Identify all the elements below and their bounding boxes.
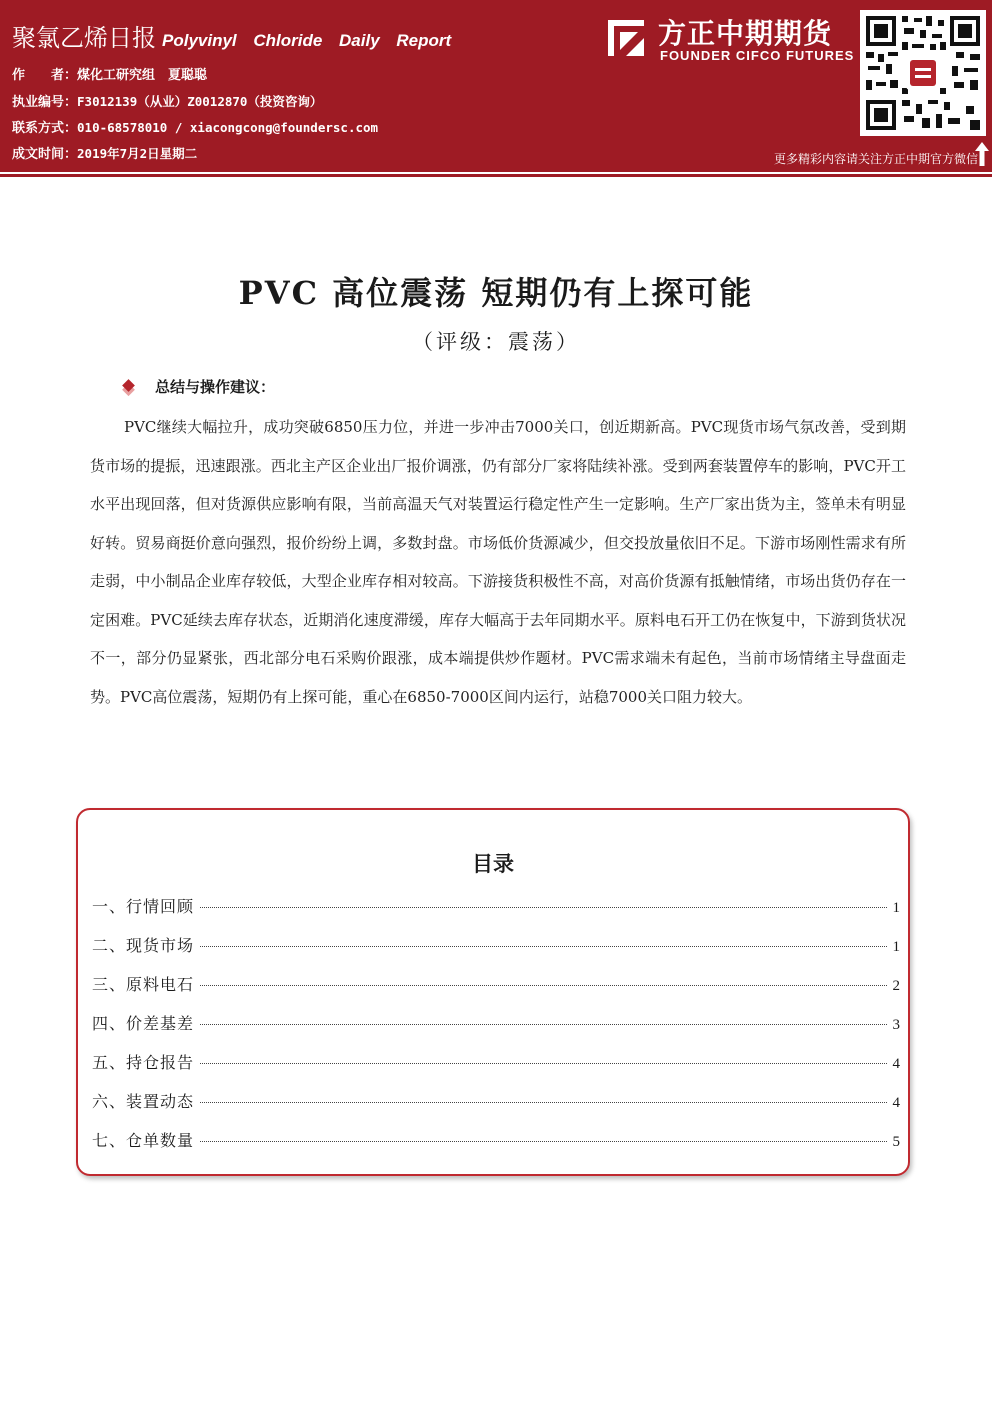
report-title [12,18,451,53]
toc-item[interactable]: 六、装置动态 4 [92,1092,900,1111]
toc-list [92,894,906,1167]
header-divider [0,174,992,177]
wechat-qr-code [860,10,986,136]
report-header [0,0,992,172]
toc-item[interactable]: 二、现货市场 1 [92,936,900,955]
logo-text-en: FOUNDER CIFCO FUTURES [660,48,855,63]
license-line: 执业编号：F3012139（从业）Z0012870（投资咨询） [12,94,323,110]
rating-label: （评级：震荡） [412,330,580,354]
toc-item[interactable]: 三、原料电石 2 [92,975,900,994]
logo-text-cn: 方正中期期货 [658,17,833,50]
arrow-up-icon [974,140,990,168]
contact-line: 联系方式：010-68578010 / xiacongcong@foundersc.com [12,120,379,136]
wechat-follow-note: 更多精彩内容请关注方正中期官方微信 [773,152,978,166]
license-value: F3012139（从业）Z0012870（投资咨询） [77,94,323,109]
toc-item[interactable]: 七、仓单数量 5 [92,1131,900,1150]
summary-paragraph: PVC继续大幅拉升，成功突破6850压力位，并进一步冲击7000关口，创近期新高。PVC现货市场气氛改善，受到期货市场的提振，迅速跟涨。西北主产区企业出厂报价调涨，仍有部分厂家将陆续补涨。受到两套装置停车的影响，PVC开工水平出现回落，但对货源供应影响有限，当前高温天气对装置运行稳定性产生一定影响。生产厂家出货为主，签单未有明显好转。贸易商挺价意向强烈，报价纷纷上调，多数封盘。市场低价货源减少，但交投放量依旧不足。下游市场刚性需求有所走弱，中小制品企业库存较低，大型企业库存相对较高。下游接货积极性不高，对高价货源有抵触情绪，市场出货仍存在一定困难。PVC延续去库存状态，近期消化速度滞缓，库存大幅高于去年同期水平。原料电石开工仍在恢复中，下游到货状况不一，部分仍显紧张，西北部分电石采购价跟涨，成本端提供炒作题材。PVC需求端未有起色，当前市场情绪主导盘面走势。PVC高位震荡，短期仍有上探可能，重心在6850-7000区间内运行，站稳7000关口阻力较大。 [90,418,906,706]
summary-heading: 总结与操作建议： [124,376,275,397]
toc-item[interactable]: 一、行情回顾 1 [92,897,900,916]
founder-logo-icon [604,16,648,60]
report-title-cn: 聚氯乙烯日报 [12,24,156,52]
date-value: 2019年7月2日星期二 [77,146,198,161]
contact-value: 010-68578010 / xiacongcong@foundersc.com [77,120,379,135]
author-value: 煤化工研究组 夏聪聪 [77,68,208,83]
date-line: 成文时间：2019年7月2日星期二 [12,146,198,162]
report-headline: PVC 高位震荡 短期仍有上探可能 [238,274,754,312]
toc-item[interactable]: 五、持仓报告 4 [92,1053,900,1072]
toc-item[interactable]: 四、价差基差 3 [92,1014,900,1033]
diamond-bullet-icon [122,379,135,392]
report-title-en: Polyvinyl Chloride Daily Report [162,31,452,50]
table-of-contents [76,808,910,1176]
author-line: 作 者：煤化工研究组 夏聪聪 [12,68,208,83]
toc-title: 目录 [472,852,514,876]
